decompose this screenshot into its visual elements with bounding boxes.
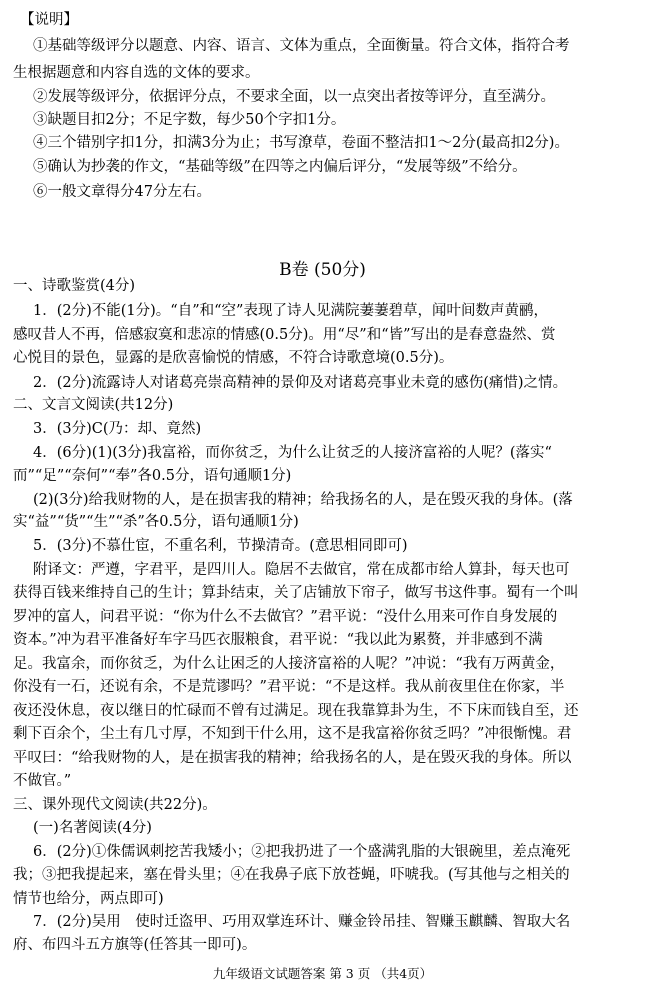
notes-line-7: ⑥一般文章得分47分左右。 — [33, 184, 211, 200]
answer-6-cont: 情节也给分，两点即可) — [13, 891, 164, 907]
answer-6: 6．(2分)①侏儒讽刺挖苦我矮小；②把我扔进了一个盛满乳脂的大银碗里，差点淹死 — [33, 844, 571, 860]
heading-classical: 二、文言文阅读(共12分) — [13, 397, 174, 413]
translation-line: 附译文：严遵，字君平，是四川人。隐居不去做官，常在成都市给人算卦，每天也可 — [33, 562, 570, 578]
notes-line-2: 生根据题意和内容自选的文体的要求。 — [13, 65, 260, 81]
notes-line-6: ⑤确认为抄袭的作文，“基础等级”在四等之内偏后评分，“发展等级”不给分。 — [33, 159, 527, 175]
answer-4: 4．(6分)(1)(3分)我富裕，而你贫乏，为什么让贫乏的人接济富裕的人呢？(落实“ — [33, 445, 552, 461]
answer-4-part2-cont: 实“益”“货”“生”“杀”各0.5分，语句通顺1分) — [13, 514, 299, 530]
answer-2: 2．(2分)流露诗人对诸葛亮崇高精神的景仰及对诸葛亮事业未竟的感伤(痛惜)之情。 — [33, 375, 568, 391]
heading-poetry: 一、诗歌鉴赏(4分) — [13, 278, 136, 294]
translation-line: 平叹曰：“给我财物的人，是在损害我的精神；给我扬名的人，是在毁灭我的身体。所以 — [13, 750, 572, 766]
answer-4-cont: 而”“足”“奈何”“奉”各0.5分，语句通顺1分) — [13, 468, 292, 484]
answer-7-cont: 府、布四斗五方旗等(任答其一即可)。 — [13, 937, 257, 953]
answer-6-cont: 我；③把我提起来，塞在骨头里；④在我鼻子底下放苍蝇，吓唬我。(写其他与之相关的 — [13, 867, 570, 883]
answer-1-cont: 感叹昔人不再，倍感寂寞和悲凉的情感(0.5分)。用“尽”和“皆”写出的是春意盎然、赏 — [13, 327, 556, 343]
notes-line-5: ④三个错别字扣1分，扣满3分为止；书写潦草，卷面不整洁扣1～2分(最高扣2分)。 — [33, 135, 569, 151]
answer-3: 3．(3分)C(乃：却、竟然) — [33, 421, 202, 437]
translation-line: 罗冲的富人，问君平说：“你为什么不去做官？”君平说：“没什么用来可作自身发展的 — [13, 609, 558, 625]
notes-line-1: ①基础等级评分以题意、内容、语言、文体为重点，全面衡量。符合文体，指符合考 — [33, 38, 570, 54]
translation-line: 夜还没休息，夜以继日的忙碌而不曾有过满足。现在我靠算卦为生，不下床而钱自至，还 — [13, 703, 579, 719]
subheading-classics: (一)名著阅读(4分) — [33, 820, 152, 836]
notes-line-3: ②发展等级评分，依据评分点，不要求全面，以一点突出者按等评分，直至满分。 — [33, 89, 555, 105]
heading-modern-reading: 三、课外现代文阅读(共22分)。 — [13, 797, 217, 813]
section-title: B卷 (50分) — [279, 260, 366, 280]
page-footer: 九年级语文试题答案 第 3 页 （共4页） — [212, 966, 433, 981]
answer-1-cont: 心悦目的景色，显露的是欣喜愉悦的情感，不符合诗歌意境(0.5分)。 — [13, 350, 454, 366]
translation-line: 你没有一石，还说有余，不是荒谬吗？”君平说：“不是这样。我从前夜里住在你家，半 — [13, 679, 565, 695]
translation-line: 足。我富余，而你贫乏，为什么让困乏的人接济富裕的人呢？”冲说：“我有万两黄金， — [13, 656, 565, 672]
answer-5: 5．(3分)不慕仕宦，不重名利，节操清奇。(意思相同即可) — [33, 538, 408, 554]
translation-line: 剩下百余个，尘土有几寸厚，不知到干什么用，这不是我富裕你贫乏吗？”冲很惭愧。君 — [13, 726, 572, 742]
translation-line: 资本。”冲为君平准备好车字马匹衣服粮食，君平说：“我以此为累赘，并非感到不满 — [13, 632, 543, 648]
translation-line: 获得百钱来维持自己的生计；算卦结束，关了店铺放下帘子，做写书这件事。蜀有一个叫 — [13, 585, 579, 601]
notes-heading: 【说明】 — [20, 12, 78, 28]
answer-1: 1．(2分)不能(1分)。“自”和“空”表现了诗人见满院萋萋碧草，闻叶间数声黄鹂， — [33, 303, 548, 319]
translation-line: 不做官。” — [13, 773, 72, 789]
notes-line-4: ③缺题目扣2分；不足字数，每少50个字扣1分。 — [33, 112, 346, 128]
answer-4-part2: (2)(3分)给我财物的人，是在损害我的精神；给我扬名的人，是在毁灭我的身体。(落 — [33, 492, 573, 508]
answer-7: 7．(2分)吴用 使时迁盗甲、巧用双掌连环计、赚金铃吊挂、智赚玉麒麟、智取大名 — [33, 914, 571, 930]
